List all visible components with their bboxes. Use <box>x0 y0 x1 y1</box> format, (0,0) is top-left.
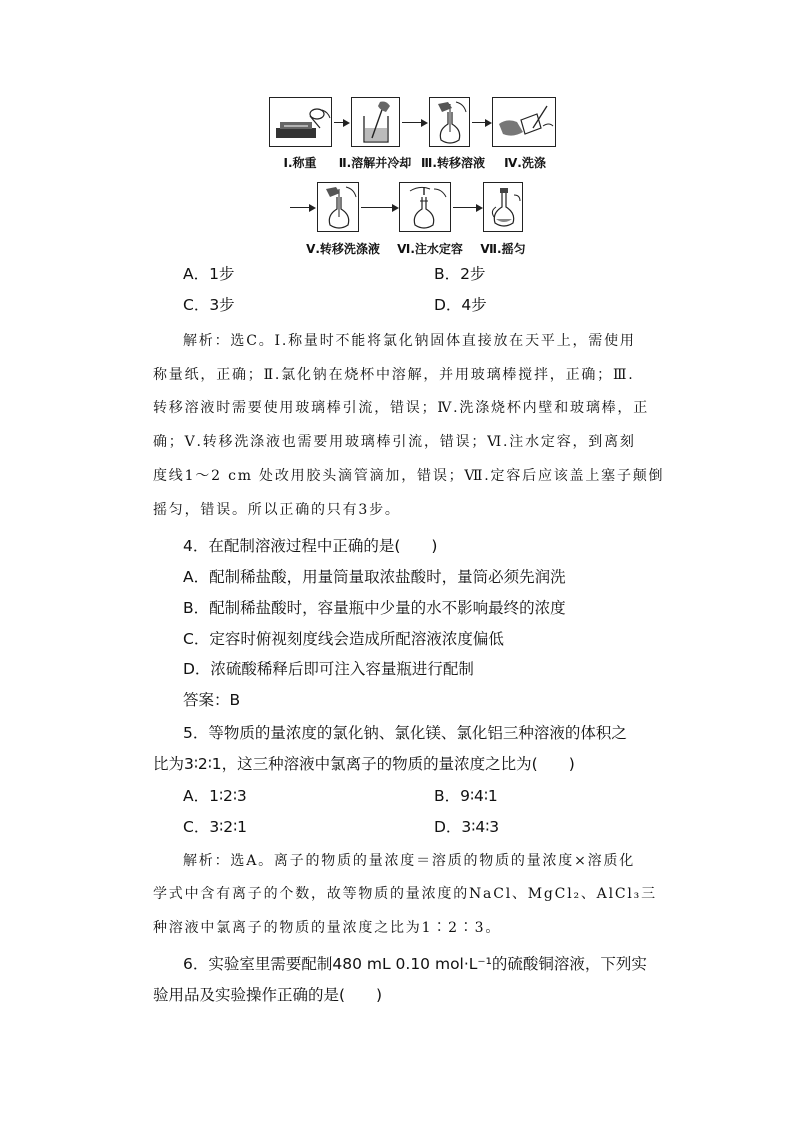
q3-analysis-line: 确；Ⅴ.转移洗涤液也需要用玻璃棒引流，错误；Ⅵ.注水定容，到离刻 <box>153 434 636 450</box>
arrow <box>402 122 426 123</box>
q4-option-c: C．定容时俯视刻度线会造成所配溶液浓度偏低 <box>183 630 504 648</box>
q4-answer: 答案：B <box>183 691 241 709</box>
q4-stem: 4．在配制溶液过程中正确的是( ) <box>183 537 438 555</box>
step-label: Ⅳ.洗涤 <box>504 156 546 170</box>
q5-option-c: C．3∶2∶1 <box>183 818 247 836</box>
q5-stem-line: 5．等物质的量浓度的氯化钠、氯化镁、氯化铝三种溶液的体积之 <box>183 724 627 742</box>
q5-analysis-line: 种溶液中氯离子的物质的量浓度之比为1∶2∶3。 <box>153 920 502 936</box>
step-label: Ⅰ.称重 <box>283 156 317 170</box>
q4-option-b: B．配制稀盐酸时，容量瓶中少量的水不影响最终的浓度 <box>183 599 566 617</box>
step-2-dissolve-icon <box>351 97 400 147</box>
q3-option-b: B．2步 <box>434 265 486 283</box>
step-5-transfer-washings-icon <box>317 182 359 232</box>
q3-analysis-line: 解析：选C。Ⅰ.称量时不能将氯化钠固体直接放在天平上，需使用 <box>183 333 636 349</box>
q5-analysis-line: 解析：选A。离子的物质的量浓度＝溶质的物质的量浓度×溶质化 <box>183 853 636 869</box>
q3-option-c: C．3步 <box>183 296 235 314</box>
step-label: Ⅱ.溶解并冷却 <box>338 156 412 170</box>
q5-option-a: A．1∶2∶3 <box>183 787 247 805</box>
step-label: Ⅲ.转移溶液 <box>421 156 485 170</box>
q6-stem-line: 验用品及实验操作正确的是( ) <box>153 986 383 1004</box>
q3-option-d: D．4步 <box>434 296 487 314</box>
q5-stem-line: 比为3∶2∶1，这三种溶液中氯离子的物质的量浓度之比为( ) <box>153 755 575 773</box>
arrow <box>361 207 397 208</box>
q4-option-a: A．配制稀盐酸，用量筒量取浓盐酸时，量筒必须先润洗 <box>183 568 566 586</box>
q5-option-d: D．3∶4∶3 <box>434 818 500 836</box>
q4-option-d: D．浓硫酸稀释后即可注入容量瓶进行配制 <box>183 660 474 678</box>
q3-option-a: A．1步 <box>183 265 235 283</box>
step-4-wash-icon <box>492 97 556 147</box>
q3-analysis-line: 度线1～2 cm 处改用胶头滴管滴加，错误；Ⅶ.定容后应该盖上塞子颠倒 <box>153 468 665 484</box>
q3-analysis-line: 称量纸，正确；Ⅱ.氯化钠在烧杯中溶解，并用玻璃棒搅拌，正确；Ⅲ. <box>153 367 635 383</box>
arrow <box>453 207 481 208</box>
step-3-transfer-icon <box>429 97 470 147</box>
procedure-diagram <box>0 0 794 260</box>
q3-analysis-line: 转移溶液时需要使用玻璃棒引流，错误；Ⅳ.洗涤烧杯内壁和玻璃棒，正 <box>153 400 650 416</box>
step-6-fill-to-mark-icon <box>399 182 451 232</box>
q5-analysis-line: 学式中含有离子的个数，故等物质的量浓度的NaCl、MgCl₂、AlCl₃三 <box>153 886 657 902</box>
step-1-weighing-icon <box>269 97 332 147</box>
step-label: Ⅵ.注水定容 <box>397 242 463 256</box>
q6-stem-line: 6．实验室里需要配制480 mL 0.10 mol·L⁻¹的硫酸铜溶液，下列实 <box>183 955 647 973</box>
q5-option-b: B．9∶4∶1 <box>434 787 498 805</box>
step-label: Ⅶ.摇匀 <box>480 242 526 256</box>
q3-analysis-line: 摇匀，错误。所以正确的只有3步。 <box>153 502 401 518</box>
arrow <box>290 207 314 208</box>
arrow <box>472 122 490 123</box>
step-label: Ⅴ.转移洗涤液 <box>306 242 380 256</box>
arrow <box>334 122 348 123</box>
step-7-shake-icon <box>483 182 523 232</box>
